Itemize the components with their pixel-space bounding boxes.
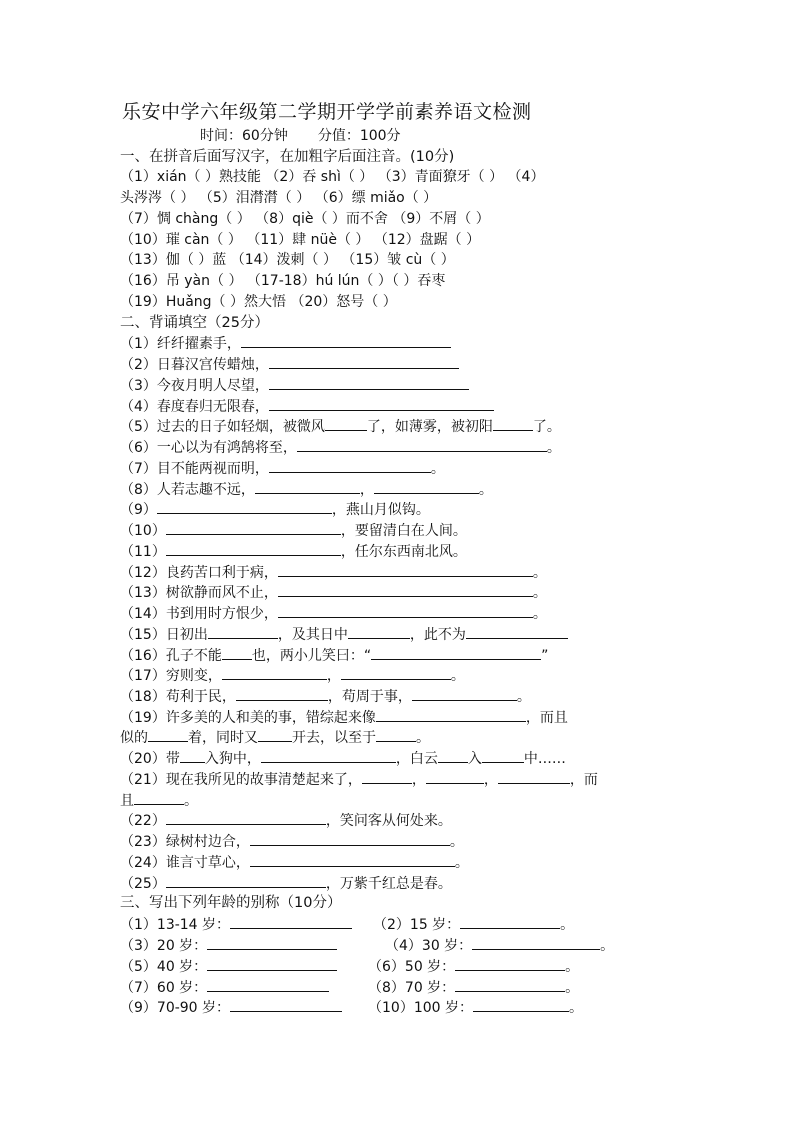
answer-blank[interactable] [207, 935, 337, 950]
age-item [373, 914, 574, 934]
question-text: 。 [416, 730, 430, 746]
answer-blank[interactable] [166, 541, 341, 556]
question-text: （1）纤纤擢素手， [120, 336, 241, 352]
question-text: （7）60 岁： [120, 980, 208, 996]
answer-blank[interactable] [325, 416, 367, 431]
recite-item [120, 624, 568, 645]
s1-line-5: （13）伽（ ）蓝 （14）泼刺（ ） （15）皱 cù（ ） [120, 252, 455, 268]
answer-blank[interactable] [258, 727, 292, 742]
question-text: （12）良药苦口利于病， [120, 565, 278, 581]
answer-blank[interactable] [134, 790, 184, 805]
answer-blank[interactable] [371, 645, 541, 660]
s1-line-7: （19）Huǎng（ ）然大悟 （20）怒号（ ） [120, 294, 397, 310]
age-item [120, 956, 337, 976]
question-text: 。 [532, 565, 547, 581]
age-item [368, 977, 579, 997]
question-text: （3）今夜月明人尽望， [120, 378, 269, 394]
answer-blank[interactable] [208, 624, 278, 639]
question-text: （17）穷则变， [120, 668, 222, 684]
recite-item [120, 852, 469, 873]
question-text: 且 [120, 793, 134, 809]
answer-blank[interactable] [376, 707, 526, 722]
question-text: （22） [120, 813, 166, 829]
answer-blank[interactable] [269, 375, 469, 390]
recite-item [120, 499, 430, 520]
answer-blank[interactable] [250, 831, 450, 846]
recite-item [120, 645, 548, 666]
question-text: 。 [600, 938, 615, 954]
answer-blank[interactable] [455, 956, 565, 971]
age-item [368, 997, 583, 1017]
recite-item [120, 520, 467, 541]
question-text: ，而且 [525, 710, 568, 726]
question-text: （5）过去的日子如轻烟，被微风 [120, 419, 325, 435]
question-text: 。 [532, 606, 547, 622]
question-text: 。 [430, 461, 445, 477]
answer-blank[interactable] [222, 645, 252, 660]
question-text: ， [483, 772, 498, 788]
question-text: （3）20 岁： [120, 938, 208, 954]
answer-blank[interactable] [222, 665, 327, 680]
answer-blank[interactable] [426, 769, 484, 784]
question-text: 了。 [532, 419, 561, 435]
answer-blank[interactable] [278, 582, 533, 597]
exam-time: 时间：60分钟 [200, 128, 288, 144]
answer-blank[interactable] [250, 852, 455, 867]
question-text: 入狗中， [204, 751, 261, 767]
answer-blank[interactable] [374, 479, 479, 494]
answer-blank[interactable] [157, 499, 332, 514]
question-text: ，苟周于事， [327, 689, 412, 705]
answer-blank[interactable] [241, 333, 451, 348]
s1-line-6: （16）吊 yàn（ ） （17-18）hú lún（ ）（ ）吞枣 [120, 273, 446, 289]
page-title: 乐安中学六年级第二学期开学学前素养语文检测 [122, 101, 532, 123]
question-text: ，白云 [395, 751, 438, 767]
answer-blank[interactable] [493, 416, 533, 431]
s1-line-1: （1）xián（ ）熟技能 （2）吞 shì（ ） （3）青面獠牙（ ） （4） [120, 169, 545, 185]
recite-item [120, 396, 494, 417]
answer-blank[interactable] [230, 914, 352, 929]
question-text: 中…… [523, 751, 566, 767]
question-text: （16）孔子不能 [120, 648, 222, 664]
section3-heading: 三、写出下列年龄的别称（10分） [120, 895, 342, 911]
answer-blank[interactable] [473, 997, 569, 1012]
question-text: 了，如薄雾，被初阳 [366, 419, 493, 435]
question-text: ，笑问客从何处来。 [325, 813, 452, 829]
question-text: 。 [450, 668, 465, 684]
recite-item [120, 541, 467, 562]
question-text: （6）50 岁： [368, 959, 456, 975]
question-text: 。 [532, 585, 547, 601]
recite-item [120, 707, 568, 728]
recite-item [120, 582, 547, 603]
question-text: ， [359, 482, 374, 498]
question-text: 也，两小儿笑曰：“ [251, 648, 372, 664]
question-text: ，燕山月似钩。 [331, 502, 430, 518]
question-text: ” [541, 648, 549, 664]
answer-blank[interactable] [472, 935, 600, 950]
s1-line-2: 头涔涔（ ） （5）泪潸潸（ ） （6）缥 miǎo（ ） [120, 190, 438, 206]
recite-item [120, 810, 452, 831]
recite-item [120, 748, 566, 769]
question-text: （14）书到用时方恨少， [120, 606, 278, 622]
question-text: （7）目不能两视而明， [120, 461, 269, 477]
question-text: （10）100 岁： [368, 1000, 473, 1016]
section2-heading: 二、背诵填空（25分） [120, 315, 269, 331]
s1-line-4: （10）璀 càn（ ） （11）肆 nüè（ ） （12）盘踞（ ） [120, 232, 481, 248]
question-text: ，任尔东西南北风。 [340, 544, 467, 560]
question-text: ，此不为 [409, 627, 466, 643]
answer-blank[interactable] [278, 603, 533, 618]
recite-item [120, 562, 547, 583]
recite-item [120, 416, 561, 437]
question-text: （25） [120, 876, 166, 892]
recite-item [120, 375, 469, 396]
question-text: （18）苟利于民， [120, 689, 236, 705]
question-text: 。 [565, 959, 580, 975]
answer-blank[interactable] [412, 686, 517, 701]
answer-blank[interactable] [148, 727, 188, 742]
answer-blank[interactable] [460, 914, 560, 929]
question-text: （8）人若志趣不远， [120, 482, 255, 498]
question-text: （15）日初出 [120, 627, 208, 643]
question-text: 。 [546, 440, 561, 456]
answer-blank[interactable] [455, 977, 565, 992]
answer-blank[interactable] [166, 873, 326, 888]
recite-item [120, 458, 445, 479]
answer-blank[interactable] [207, 977, 329, 992]
question-text: （13）树欲静而风不止， [120, 585, 278, 601]
question-text: ， [411, 772, 426, 788]
question-text: 入 [467, 751, 482, 767]
question-text: （6）一心以为有鸿鹄将至， [120, 440, 297, 456]
recite-item [120, 603, 547, 624]
question-text: （5）40 岁： [120, 959, 208, 975]
question-text: （10） [120, 523, 166, 539]
answer-blank[interactable] [180, 748, 205, 763]
s1-line-3: （7）惆 chàng（ ） （8）qiè（ ）而不舍 （9）不屑（ ） [120, 211, 490, 227]
question-text: （21）现在我所见的故事清楚起来了， [120, 772, 362, 788]
answer-blank[interactable] [269, 396, 494, 411]
answer-blank[interactable] [166, 520, 341, 535]
recite-item [120, 686, 531, 707]
question-text: 。 [565, 980, 580, 996]
question-text: ，及其日中 [277, 627, 348, 643]
answer-blank[interactable] [269, 458, 431, 473]
answer-blank[interactable] [236, 686, 328, 701]
question-text: 着，同时又 [188, 730, 258, 746]
question-text: 似的 [120, 730, 148, 746]
question-text: ，要留清白在人间。 [340, 523, 467, 539]
recite-item [120, 790, 198, 811]
question-text: （4）30 岁： [385, 938, 473, 954]
answer-blank[interactable] [438, 748, 468, 763]
question-text: （19）许多美的人和美的事，错综起来像 [120, 710, 376, 726]
answer-blank[interactable] [362, 769, 412, 784]
question-text: （1）13-14 岁： [120, 917, 231, 933]
question-text: 。 [569, 1000, 583, 1016]
question-text: （24）谁言寸草心， [120, 855, 250, 871]
exam-meta [200, 125, 431, 145]
answer-blank[interactable] [261, 748, 396, 763]
recite-item [120, 873, 452, 894]
question-text: （11） [120, 544, 166, 560]
question-text: （23）绿树村边合， [120, 834, 250, 850]
question-text: 。 [184, 793, 198, 809]
recite-item [120, 831, 464, 852]
question-text: （20）带 [120, 751, 180, 767]
question-text: （2）日暮汉宫传蜡烛， [120, 357, 269, 373]
question-text: （9）70-90 岁： [120, 1000, 231, 1016]
answer-blank[interactable] [466, 624, 568, 639]
question-text: （8）70 岁： [368, 980, 456, 996]
answer-blank[interactable] [297, 437, 547, 452]
question-text: 。 [560, 917, 575, 933]
recite-item [120, 769, 598, 790]
answer-blank[interactable] [348, 624, 410, 639]
question-text: （4）春度春归无限春， [120, 399, 269, 415]
age-item [368, 956, 579, 976]
answer-blank[interactable] [269, 354, 459, 369]
question-text: ，而 [569, 772, 598, 788]
question-text: 。 [454, 855, 469, 871]
age-item [120, 914, 352, 934]
recite-item [120, 437, 561, 458]
recite-item [120, 333, 451, 354]
answer-blank[interactable] [278, 562, 533, 577]
question-text: 。 [478, 482, 493, 498]
age-item [120, 935, 337, 955]
question-text: 开去，以至于 [292, 730, 376, 746]
question-text: 。 [449, 834, 464, 850]
age-item [120, 997, 342, 1017]
recite-item [120, 727, 430, 748]
age-item [120, 977, 329, 997]
answer-blank[interactable] [207, 956, 337, 971]
question-text: （2）15 岁： [373, 917, 461, 933]
recite-item [120, 354, 459, 375]
recite-item [120, 665, 465, 686]
answer-blank[interactable] [255, 479, 360, 494]
exam-score: 分值：100分 [317, 128, 401, 144]
section1-heading: 一、在拼音后面写汉字，在加粗字后面注音。(10分) [120, 149, 455, 165]
answer-blank[interactable] [341, 665, 451, 680]
question-text: ，万紫千红总是春。 [325, 876, 452, 892]
answer-blank[interactable] [498, 769, 570, 784]
question-text: ， [326, 668, 341, 684]
answer-blank[interactable] [482, 748, 524, 763]
answer-blank[interactable] [166, 810, 326, 825]
question-text: 。 [516, 689, 531, 705]
answer-blank[interactable] [230, 997, 342, 1012]
answer-blank[interactable] [376, 727, 416, 742]
recite-item [120, 479, 493, 500]
age-item [385, 935, 614, 955]
question-text: （9） [120, 502, 157, 518]
